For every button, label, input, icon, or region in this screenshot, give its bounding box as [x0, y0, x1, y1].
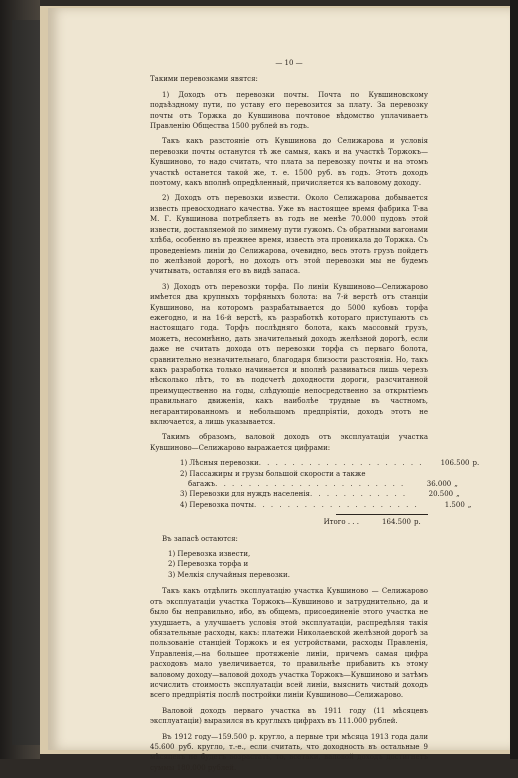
income-item-number: 2)	[180, 469, 188, 478]
income-total	[150, 517, 428, 527]
paragraph-exploitation: Такъ какъ отдѣлить эксплуатацію участка Кувшиново — Селижарово отъ эксплуатаціи участка Торжокъ—Кувшиново и затруднительно, да и было бы неправильно, ибо, въ общемъ, присоединеніе этого участка не ухудшаетъ, а улучшаетъ условія этой эксплуатаціи, распредѣляя такія обязательные расходы, какъ: платежи Николаевской желѣзной дорогѣ за пользованіе станціей Торжокъ и ея устройствами, расходы Правленія, Управленія,—на большее протяженіе линіи, причемъ самая цифра расходовъ мало увеличивается, то правильнѣе прибавить къ этому валовому доходу—валовой доходъ участка Торжокъ—Кувшиново и затѣмъ исчислить стоимость эксплуатаціи всей линіи, выяснить чистый доходъ всего предпріятія послѣ постройки линіи Кувшиново—Селижарово.	[150, 587, 428, 700]
income-list	[180, 458, 480, 510]
page-content	[150, 58, 480, 778]
reserve-list	[168, 549, 428, 580]
right-margin-shadow	[510, 0, 518, 759]
income-item-value: 36.000	[426, 480, 452, 489]
reserve-item: 2) Перевозка торфа и	[168, 560, 249, 569]
total-value: 164.500	[382, 518, 411, 527]
paragraph-gross-income-intro: Такимъ образомъ, валовой доходъ отъ эксплуатаціи участка Кувшиново—Селижарово выражается цифрами:	[150, 433, 428, 452]
income-item-unit: р.	[472, 459, 480, 468]
reserve-item: 1) Перевозка извести,	[168, 550, 251, 559]
paragraph-lime-income: 2) Доходъ отъ перевозки извести. Около Селижарова добывается известь превосходнаго качества. Уже въ настоящее время фабрика Т-ва М. Г. Кувшинова потребляетъ въ годъ не менѣе 70.000 пудовъ этой извести, доставляемой по зимнему пути гужомъ. Съ обратными вагонами хлѣба, особенно въ прежнее время, известь эта проникала до Торжка. Съ проведеніемъ линіи до Селижарова, очевидно, весь этотъ грузъ пойдетъ по желѣзной дорогѣ, но доходъ отъ этой перевозки мы не будемъ учитывать, оставляя его въ видѣ запаса.	[150, 194, 428, 276]
income-item	[180, 458, 480, 468]
income-item-label: Пассажиры и грузы большой скорости а также	[189, 469, 366, 478]
income-item-number: 1)	[180, 459, 188, 468]
page-number: — 10 —	[275, 59, 303, 67]
income-item-number: 4)	[180, 500, 188, 509]
sum-rule	[336, 514, 428, 515]
income-item-label: багажъ	[188, 480, 216, 489]
income-item	[180, 489, 460, 499]
leader-dots: . . . . . . . . . . . . . . . . . . . . . . .	[215, 480, 406, 489]
intro-line: Такими перевозками явятся:	[150, 75, 258, 84]
leader-dots: . . . . . . . . . . . . . . . . . . . .	[254, 500, 419, 509]
income-item-unit: „	[456, 490, 460, 499]
income-item-unit: „	[467, 500, 472, 509]
paragraph-1912-income: Въ 1912 году—159.500 р. кругло, а первые три мѣсяца 1913 года дали 45.600 руб. кругло, т.-е., если считать, что доходность въ остальные 9 мѣсяцевъ не будетъ возрастать, то, всетаки, валовой доходъ достигнетъ суммы 180.000 рублей.	[150, 732, 428, 772]
reserve-item: 3) Мелкія случайныя перевозки.	[168, 570, 290, 579]
paragraph-mail-distance: Такъ какъ разстояніе отъ Кувшинова до Селижарова и условія перевозки почты останутся тѣ же самыя, какъ и на участкѣ Торжокъ—Кувшиново, то надо считать, что плата за перевозку почты и на этомъ участкѣ останется такой же, т. е. 1500 руб. въ годъ. Этотъ доходъ поэтому, какъ вполнѣ опредѣленный, причисляется къ валовому доходу.	[150, 137, 428, 188]
income-item-value: 1.500	[444, 500, 465, 509]
income-item-unit: „	[454, 480, 458, 489]
income-item	[180, 500, 472, 510]
income-item-value: 20.500	[428, 490, 454, 499]
income-item-number: 3)	[180, 490, 188, 499]
income-item	[180, 469, 428, 479]
leader-dots: . . . . . . . . . . . .	[309, 490, 408, 499]
total-label: Итого . . .	[323, 518, 359, 527]
income-item-label: Перевозки для нуждъ населенія	[189, 490, 310, 499]
total-unit: р.	[414, 518, 421, 527]
income-item-value: 106.500	[440, 459, 470, 468]
paragraph-mail-income: 1) Доходъ отъ перевозки почты. Почта по Кувшиновскому подъѣздному пути, по уставу его перевозится за плату. За перевозку почты отъ Торжка до Кувшинова почтовое вѣдомство уплачиваетъ Правленію Общества 1500 рублей въ годъ.	[150, 90, 428, 131]
leader-dots: . . . . . . . . . . . . . . . . . . . .	[258, 459, 424, 468]
income-item-label: Перевозка почты	[189, 500, 254, 509]
paragraph-peat-income: 3) Доходъ отъ перевозки торфа. По линіи Кувшиново—Селижарово имѣется два крупныхъ торфяныхъ болота: на 7-й верстѣ отъ станціи Кувшиново, на которомъ разрабатывается до 5000 кубовъ торфа ежегодно, и на 16-й верстѣ, къ разработкѣ котораго приступаютъ съ настоящаго года. Торфъ послѣдняго болота, какъ массовый грузъ, можетъ, несомнѣнно, дать значительный доходъ желѣзной дорогѣ, если даже не считать дохода отъ перевозки торфа съ перваго болота, сравнительно незначительнаго, благодаря близости разстоянія. Но, такъ какъ разработка только начинается и вполнѣ развиваться лишь черезъ нѣсколько лѣтъ, то въ подсчетѣ доходности дороги, разсчитанной преимущественно на годы, слѣдующіе непосредственно за открытіемъ правильнаго движенія, какъ наиболѣе трудные въ частномъ, негарантированномъ и небольшомъ предпріятіи, доходъ этотъ не включается, а лишь указывается.	[150, 282, 428, 426]
income-item-label: Лѣсныя перевозки	[189, 459, 259, 468]
paragraph-1911-income: Валовой доходъ перваго участка въ 1911 году (11 мѣсяцевъ эксплуатаціи) выразился въ круглыхъ цифрахъ въ 111.000 рублей.	[150, 706, 428, 726]
income-item	[180, 479, 458, 489]
reserve-intro: Въ запасѣ остаются:	[162, 534, 238, 543]
